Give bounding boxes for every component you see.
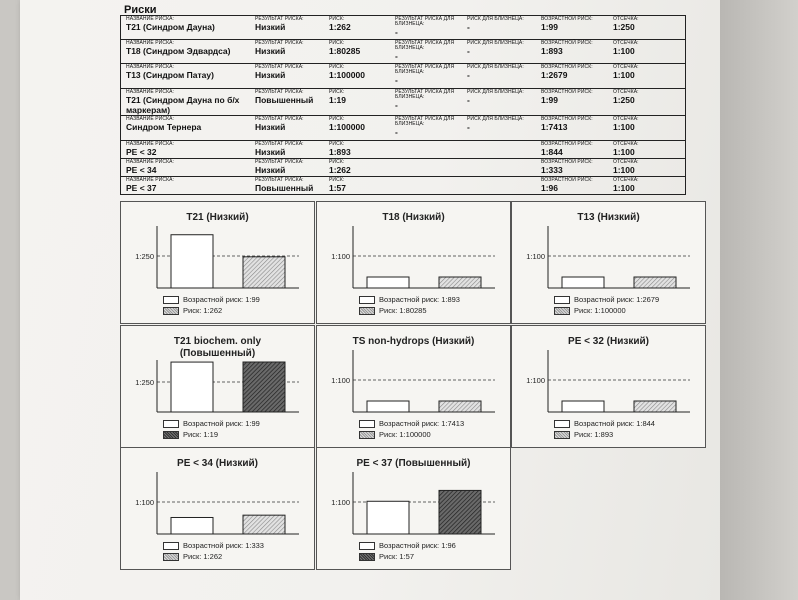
- risk-chart-panel: [120, 325, 315, 448]
- risk-cell-twin-risk: [467, 65, 524, 80]
- field-label: НАЗВАНИЕ РИСКА:: [126, 177, 175, 183]
- risk-cell-age-risk: [541, 178, 593, 193]
- field-value: 1:99: [541, 95, 559, 105]
- field-label: НАЗВАНИЕ РИСКА:: [126, 16, 175, 22]
- risk-cell-twin-result: [395, 17, 454, 37]
- field-value: 1:100: [613, 46, 635, 56]
- risk-cell-result: [255, 117, 304, 132]
- field-label: НАЗВАНИЕ РИСКА:: [126, 64, 175, 70]
- risk-row: [121, 89, 685, 116]
- field-label: РЕЗУЛЬТАТ РИСКА:: [255, 40, 304, 46]
- risk-cell-risk: [329, 178, 346, 193]
- risk-cell-twin-risk: [467, 117, 524, 132]
- field-label: РЕЗУЛЬТАТ РИСКА:: [255, 141, 304, 147]
- field-value: 1:7413: [541, 122, 568, 132]
- field-value: -: [395, 75, 398, 85]
- risk-cell-twin-risk: [467, 90, 524, 105]
- cutoff-label: 1:100: [526, 376, 545, 385]
- field-label: РЕЗУЛЬТАТ РИСКА ДЛЯ БЛИЗНЕЦА:: [395, 40, 455, 51]
- risk-cell-risk: [329, 65, 365, 80]
- legend-swatch: [554, 307, 570, 315]
- legend-text: Возрастной риск: 1:96: [379, 541, 456, 550]
- bar-risk: [634, 401, 676, 412]
- field-label: ОТСЕЧКА:: [613, 64, 639, 70]
- field-label: РИСК ДЛЯ БЛИЗНЕЦА:: [467, 89, 524, 95]
- legend-risk: [163, 430, 218, 439]
- chart-title: T18 (Низкий): [382, 212, 445, 223]
- cutoff-label: 1:100: [135, 498, 154, 507]
- field-label: ВОЗРАСТНОЙ РИСК:: [541, 177, 593, 183]
- legend-age-risk: [554, 419, 655, 428]
- risk-cell-result: [255, 178, 313, 193]
- field-label: РИСК:: [329, 177, 345, 183]
- bar-age-risk: [367, 501, 409, 534]
- field-label: РИСК:: [329, 159, 345, 165]
- field-value: Низкий: [255, 165, 286, 175]
- field-label: ОТСЕЧКА:: [613, 159, 639, 165]
- risk-cell-result: [255, 41, 304, 56]
- legend-age-risk: [359, 419, 464, 428]
- field-value: 1:250: [613, 22, 635, 32]
- risk-cell-age-risk: [541, 41, 593, 56]
- risk-row: [121, 116, 685, 141]
- bar-risk: [439, 277, 481, 288]
- chart-svg: [121, 326, 316, 449]
- risk-cell-risk: [329, 117, 365, 132]
- legend-age-risk: [163, 419, 260, 428]
- background-shadow: [720, 0, 798, 600]
- legend-risk: [554, 306, 626, 315]
- field-value: Повышенный: [255, 183, 314, 193]
- risk-cell-age-risk: [541, 117, 593, 132]
- legend-risk: [554, 430, 613, 439]
- risk-cell-result: [255, 160, 304, 175]
- cutoff-label: 1:100: [331, 376, 350, 385]
- risk-cell-cutoff: [613, 90, 639, 105]
- risk-cell-name: [126, 160, 174, 175]
- cutoff-label: 1:250: [135, 252, 154, 261]
- field-value: Синдром Тернера: [126, 122, 202, 132]
- risk-cell-cutoff: [613, 178, 639, 193]
- risk-cell-cutoff: [613, 142, 639, 157]
- legend-text: Риск: 1:100000: [574, 306, 626, 315]
- risk-cell-name: [126, 178, 174, 193]
- risk-row: [121, 64, 685, 89]
- legend-swatch: [359, 420, 375, 428]
- risk-cell-risk: [329, 41, 360, 56]
- chart-title: PE < 34 (Низкий): [177, 458, 258, 469]
- field-value: 1:80285: [329, 46, 361, 56]
- field-value: 1:262: [329, 165, 351, 175]
- field-label: РЕЗУЛЬТАТ РИСКА:: [255, 64, 304, 70]
- legend-swatch: [163, 431, 179, 439]
- legend-risk: [359, 552, 414, 561]
- field-value: 1:99: [541, 22, 559, 32]
- field-value: 1:893: [329, 147, 351, 157]
- bar-risk: [243, 515, 285, 534]
- legend-swatch: [359, 553, 375, 561]
- field-label: РЕЗУЛЬТАТ РИСКА:: [255, 116, 304, 122]
- bar-risk: [634, 277, 676, 288]
- field-value: 1:100000: [329, 70, 365, 80]
- field-label: ОТСЕЧКА:: [613, 141, 639, 147]
- legend-risk: [359, 306, 427, 315]
- field-label: РЕЗУЛЬТАТ РИСКА:: [255, 177, 304, 183]
- field-value: PE < 32: [126, 147, 157, 157]
- field-label: РИСК:: [329, 89, 345, 95]
- legend-swatch: [359, 431, 375, 439]
- field-value: 1:96: [541, 183, 559, 193]
- legend-text: Возрастной риск: 1:2679: [574, 295, 660, 304]
- field-value: 1:100: [613, 122, 635, 132]
- risk-cell-risk: [329, 90, 346, 105]
- field-label: НАЗВАНИЕ РИСКА:: [126, 141, 175, 147]
- cutoff-label: 1:250: [135, 378, 154, 387]
- field-label: ВОЗРАСТНОЙ РИСК:: [541, 16, 593, 22]
- legend-swatch: [163, 553, 179, 561]
- field-value: -: [467, 95, 470, 105]
- field-value: T18 (Синдром Эдвардса): [126, 46, 231, 56]
- risk-cell-twin-result: [395, 117, 454, 137]
- field-label: ОТСЕЧКА:: [613, 116, 639, 122]
- bar-age-risk: [171, 362, 213, 412]
- field-value: 1:2679: [541, 70, 568, 80]
- field-value: 1:893: [541, 46, 563, 56]
- bar-risk: [439, 401, 481, 412]
- legend-text: Риск: 1:57: [379, 552, 414, 561]
- risk-cell-twin-result: [395, 41, 454, 61]
- field-label: РИСК ДЛЯ БЛИЗНЕЦА:: [467, 40, 524, 46]
- legend-swatch: [359, 296, 375, 304]
- bar-risk: [243, 257, 285, 288]
- field-label: РИСК:: [329, 141, 345, 147]
- risk-cell-risk: [329, 17, 351, 32]
- legend-text: Риск: 1:100000: [379, 430, 431, 439]
- chart-title: T13 (Низкий): [577, 212, 640, 223]
- risks-heading: Риски: [124, 4, 157, 16]
- field-label: ВОЗРАСТНОЙ РИСК:: [541, 64, 593, 70]
- legend-text: Возрастной риск: 1:893: [379, 295, 460, 304]
- risk-chart-panel: [316, 201, 511, 324]
- field-label: РИСК ДЛЯ БЛИЗНЕЦА:: [467, 116, 524, 122]
- legend-age-risk: [359, 295, 460, 304]
- bar-age-risk: [171, 235, 213, 288]
- field-value: 1:100: [613, 165, 635, 175]
- legend-text: Риск: 1:80285: [379, 306, 427, 315]
- field-value: 1:100: [613, 147, 635, 157]
- risk-cell-name: [126, 41, 230, 56]
- legend-age-risk: [163, 295, 260, 304]
- field-label: НАЗВАНИЕ РИСКА:: [126, 159, 175, 165]
- risk-chart-panel: [316, 325, 511, 448]
- risk-row: [121, 141, 685, 159]
- risk-cell-age-risk: [541, 160, 593, 175]
- field-label: РИСК ДЛЯ БЛИЗНЕЦА:: [467, 16, 524, 22]
- risk-cell-twin-result: [395, 90, 454, 110]
- risk-chart-panel: [511, 201, 706, 324]
- field-label: РЕЗУЛЬТАТ РИСКА ДЛЯ БЛИЗНЕЦА:: [395, 64, 455, 75]
- field-value: 1:19: [329, 95, 347, 105]
- legend-text: Риск: 1:262: [183, 306, 223, 315]
- legend-swatch: [359, 542, 375, 550]
- risk-cell-name: [126, 142, 174, 157]
- risk-cell-twin-risk: [467, 41, 524, 56]
- legend-swatch: [163, 296, 179, 304]
- cutoff-label: 1:100: [526, 252, 545, 261]
- legend-text: Риск: 1:262: [183, 552, 223, 561]
- field-value: -: [395, 51, 398, 61]
- legend-swatch: [163, 420, 179, 428]
- field-value: 1:333: [541, 165, 563, 175]
- field-value: -: [467, 70, 470, 80]
- chart-title: PE < 37 (Повышенный): [356, 458, 471, 469]
- field-value: Низкий: [255, 22, 286, 32]
- field-label: ВОЗРАСТНОЙ РИСК:: [541, 116, 593, 122]
- risk-cell-cutoff: [613, 41, 639, 56]
- legend-swatch: [359, 307, 375, 315]
- risk-cell-age-risk: [541, 17, 593, 32]
- chart-title: TS non-hydrops (Низкий): [352, 336, 475, 347]
- field-value: 1:100: [613, 70, 635, 80]
- bar-age-risk: [562, 277, 604, 288]
- risk-cell-result: [255, 17, 304, 32]
- risk-cell-result: [255, 142, 304, 157]
- risk-cell-age-risk: [541, 142, 593, 157]
- field-label: РИСК:: [329, 40, 345, 46]
- field-label: ВОЗРАСТНОЙ РИСК:: [541, 141, 593, 147]
- risk-chart-panel: [120, 447, 315, 570]
- chart-title: T21 biochem. only (Повышенный): [173, 336, 262, 359]
- bar-age-risk: [367, 277, 409, 288]
- bar-age-risk: [171, 517, 213, 534]
- field-value: -: [395, 27, 398, 37]
- field-label: РЕЗУЛЬТАТ РИСКА:: [255, 16, 304, 22]
- field-label: ВОЗРАСТНОЙ РИСК:: [541, 40, 593, 46]
- chart-title: T21 (Низкий): [186, 212, 249, 223]
- legend-risk: [163, 552, 222, 561]
- field-value: PE < 34: [126, 165, 157, 175]
- field-label: ОТСЕЧКА:: [613, 89, 639, 95]
- legend-swatch: [554, 420, 570, 428]
- chart-title: PE < 32 (Низкий): [568, 336, 649, 347]
- risk-chart-panel: [120, 201, 315, 324]
- field-label: РИСК:: [329, 16, 345, 22]
- field-label: ОТСЕЧКА:: [613, 40, 639, 46]
- risk-cell-result: [255, 90, 313, 105]
- risk-cell-age-risk: [541, 65, 593, 80]
- field-value: Низкий: [255, 122, 286, 132]
- field-value: Повышенный: [255, 95, 314, 105]
- legend-swatch: [554, 431, 570, 439]
- field-value: 1:100000: [329, 122, 365, 132]
- risk-cell-risk: [329, 142, 351, 157]
- field-value: T21 (Синдром Дауна по б/х маркерам): [126, 95, 240, 115]
- field-value: 1:100: [613, 183, 635, 193]
- chart-grid: [120, 201, 700, 570]
- field-label: РИСК:: [329, 64, 345, 70]
- risk-cell-twin-risk: [467, 17, 524, 32]
- bar-risk: [243, 362, 285, 412]
- risk-row: [121, 159, 685, 177]
- field-value: -: [467, 22, 470, 32]
- field-value: Низкий: [255, 147, 286, 157]
- field-value: Низкий: [255, 70, 286, 80]
- field-label: РИСК ДЛЯ БЛИЗНЕЦА:: [467, 64, 524, 70]
- field-value: PE < 37: [126, 183, 157, 193]
- legend-text: Риск: 1:893: [574, 430, 614, 439]
- field-label: РИСК:: [329, 116, 345, 122]
- risk-cell-risk: [329, 160, 351, 175]
- risk-cell-cutoff: [613, 65, 639, 80]
- cutoff-label: 1:100: [331, 498, 350, 507]
- field-value: 1:57: [329, 183, 347, 193]
- field-label: ВОЗРАСТНОЙ РИСК:: [541, 159, 593, 165]
- legend-text: Возрастной риск: 1:7413: [379, 419, 465, 428]
- risk-cell-age-risk: [541, 90, 593, 105]
- field-label: РЕЗУЛЬТАТ РИСКА ДЛЯ БЛИЗНЕЦА:: [395, 16, 455, 27]
- legend-swatch: [163, 307, 179, 315]
- field-value: 1:262: [329, 22, 351, 32]
- field-value: -: [467, 46, 470, 56]
- field-value: T21 (Синдром Дауна): [126, 22, 215, 32]
- field-label: НАЗВАНИЕ РИСКА:: [126, 40, 175, 46]
- legend-text: Возрастной риск: 1:844: [574, 419, 655, 428]
- risk-cell-cutoff: [613, 17, 639, 32]
- field-label: ОТСЕЧКА:: [613, 177, 639, 183]
- field-value: -: [467, 122, 470, 132]
- field-label: РЕЗУЛЬТАТ РИСКА ДЛЯ БЛИЗНЕЦА:: [395, 116, 455, 127]
- risk-cell-result: [255, 65, 304, 80]
- risk-table: [120, 15, 686, 195]
- field-value: Низкий: [255, 46, 286, 56]
- field-label: ОТСЕЧКА:: [613, 16, 639, 22]
- risk-chart-panel: [511, 325, 706, 448]
- bar-age-risk: [367, 401, 409, 412]
- legend-text: Возрастной риск: 1:99: [183, 295, 260, 304]
- legend-swatch: [163, 542, 179, 550]
- risk-cell-cutoff: [613, 117, 639, 132]
- risk-cell-name: [126, 65, 214, 80]
- bar-age-risk: [562, 401, 604, 412]
- field-label: РЕЗУЛЬТАТ РИСКА:: [255, 89, 304, 95]
- field-label: НАЗВАНИЕ РИСКА:: [126, 116, 175, 122]
- legend-risk: [163, 306, 222, 315]
- risk-cell-cutoff: [613, 160, 639, 175]
- risk-cell-name: [126, 17, 215, 32]
- field-value: -: [395, 100, 398, 110]
- risk-chart-panel: [316, 447, 511, 570]
- legend-risk: [359, 430, 431, 439]
- field-value: 1:250: [613, 95, 635, 105]
- field-value: 1:844: [541, 147, 563, 157]
- field-value: -: [395, 127, 398, 137]
- legend-text: Возрастной риск: 1:333: [183, 541, 264, 550]
- legend-text: Возрастной риск: 1:99: [183, 419, 260, 428]
- legend-age-risk: [554, 295, 659, 304]
- field-label: РЕЗУЛЬТАТ РИСКА:: [255, 159, 304, 165]
- risk-row: [121, 16, 685, 40]
- field-label: ВОЗРАСТНОЙ РИСК:: [541, 89, 593, 95]
- field-value: T13 (Синдром Патау): [126, 70, 214, 80]
- field-label: РЕЗУЛЬТАТ РИСКА ДЛЯ БЛИЗНЕЦА:: [395, 89, 455, 100]
- cutoff-label: 1:100: [331, 252, 350, 261]
- chart-svg: [317, 448, 512, 571]
- risk-cell-name: [126, 90, 239, 115]
- legend-swatch: [554, 296, 570, 304]
- risk-cell-name: [126, 117, 201, 132]
- legend-age-risk: [359, 541, 456, 550]
- risk-row: [121, 40, 685, 64]
- risk-row: [121, 177, 685, 195]
- legend-text: Риск: 1:19: [183, 430, 218, 439]
- legend-age-risk: [163, 541, 264, 550]
- bar-risk: [439, 490, 481, 534]
- risk-cell-twin-result: [395, 65, 454, 85]
- field-label: НАЗВАНИЕ РИСКА:: [126, 89, 175, 95]
